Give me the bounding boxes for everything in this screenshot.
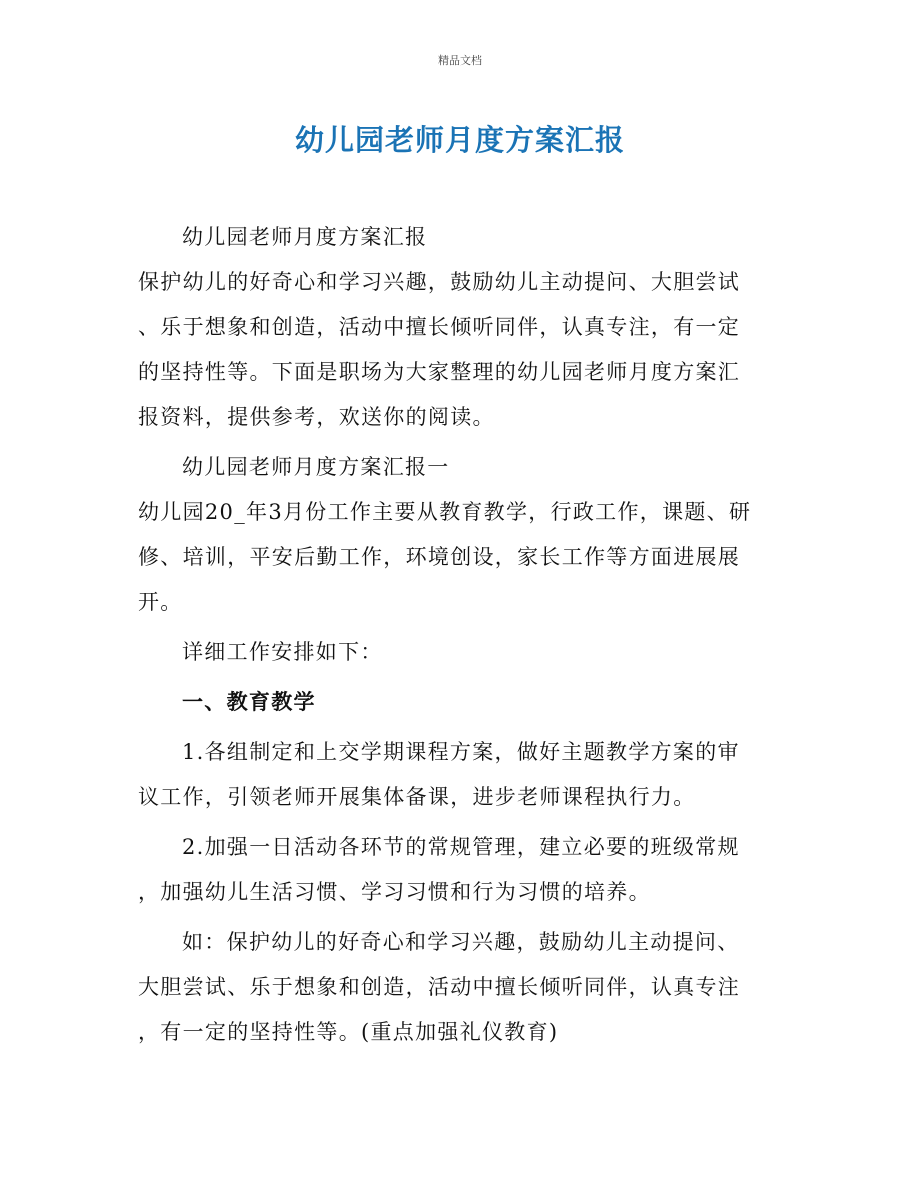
paragraph-line: 幼儿园20_年3月份工作主要从教育教学，行政工作，课题、研 [138, 500, 752, 524]
paragraph-line: 详细工作安排如下： [182, 640, 383, 664]
document-body [138, 215, 786, 1055]
section-heading-line: 幼儿园老师月度方案汇报一 [182, 455, 450, 479]
list-item-line: 1.各组制定和上交学期课程方案，做好主题教学方案的审 [182, 740, 740, 764]
paragraph-line: 的坚持性等。下面是职场为大家整理的幼儿园老师月度方案汇 [138, 360, 741, 384]
paragraph-line: 如：保护幼儿的好奇心和学习兴趣，鼓励幼儿主动提问、 [182, 930, 740, 954]
paragraph-line: 修、培训，平安后勤工作，环境创设，家长工作等方面进展展 [138, 545, 741, 569]
paragraph-line: ，有一定的坚持性等。(重点加强礼仪教育) [138, 1020, 559, 1044]
paragraph-line: 开。 [138, 590, 183, 614]
paragraph-line: 大胆尝试、乐于想象和创造，活动中擅长倾听同伴，认真专注 [138, 975, 741, 999]
list-item-line: 议工作，引领老师开展集体备课，进步老师课程执行力。 [138, 785, 696, 809]
document-title: 幼儿园老师月度方案汇报 [294, 123, 625, 157]
bold-heading-line: 一、教育教学 [182, 690, 316, 714]
list-item-line: ，加强幼儿生活习惯、学习习惯和行为习惯的培养。 [138, 880, 651, 904]
paragraph-line: 、乐于想象和创造，活动中擅长倾听同伴，认真专注，有一定 [138, 315, 741, 339]
paragraph-line: 保护幼儿的好奇心和学习兴趣，鼓励幼儿主动提问、大胆尝试 [138, 270, 741, 294]
subtitle-line: 幼儿园老师月度方案汇报 [182, 225, 428, 249]
page-header: 精品文档 [438, 54, 482, 67]
list-item-line: 2.加强一日活动各环节的常规管理，建立必要的班级常规 [182, 835, 740, 859]
paragraph-line: 报资料，提供参考，欢送你的阅读。 [138, 405, 495, 429]
